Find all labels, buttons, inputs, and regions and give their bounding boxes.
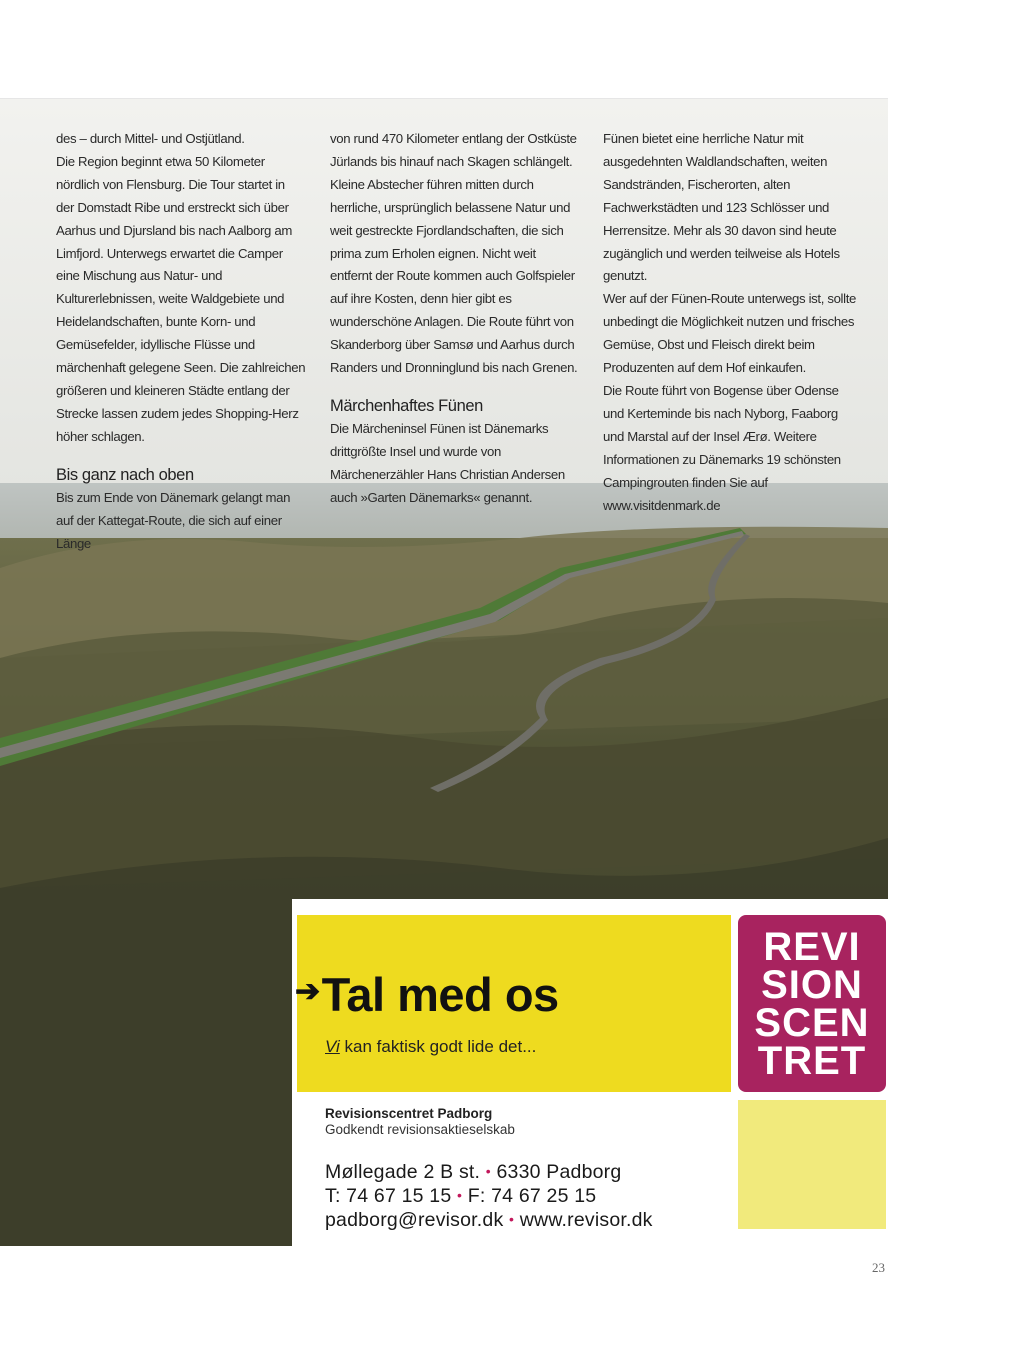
col2-paragraph-2: Die Märcheninsel Fünen ist Dänemarks drittgrößte Insel und wurde von Märchenerzähler Hans Christian Andersen auch »Garten Dänemarks« genannt. [330, 420, 565, 505]
col2-heading: Märchenhaftes Fünen [330, 396, 483, 415]
contact-line [325, 1209, 653, 1232]
col3-paragraph-1: Fünen bietet eine herrliche Natur mit ausgedehnten Waldlandschaften, weiten Sandstränden, Fischerorten, alten Fachwerkstädten und 123 Schlösser und Herrensitze. Mehr als 30 davon sind heute zugänglich und werden teilweise als Hotels genutzt. [603, 131, 840, 284]
address-street: Møllegade 2 B st. [325, 1161, 481, 1183]
col2-paragraph-1: von rund 470 Kilometer entlang der Ostküste Jürlands bis hinauf nach Skagen schlängelt. Kleine Abstecher führen mitten durch herrliche, ursprünglich belassene Natur und weit gestreckte Fjordlandschaften, die sich prima zum Erholen eignen. Nicht weit entfernt der Route kommen auch Golfspieler auf ihre Kosten, denn hier gibt es wunderschöne Anlagen. Die Route führt von Skanderborg über Samsø und Aarhus durch Randers und Dronninglund bis nach Grenen. [330, 131, 578, 376]
ad-tagline-vi: Vi [325, 1037, 340, 1056]
article-column-2 [330, 128, 580, 510]
ad-headline-text: Tal med os [321, 968, 559, 1021]
logo-line-4: TRET [757, 1038, 867, 1083]
phone-number: T: 74 67 15 15 [325, 1185, 452, 1207]
advertisement [292, 899, 888, 1246]
col1-paragraph-1: des – durch Mittel- und Ostjütland. Die Region beginnt etwa 50 Kilometer nördlich von Flensburg. Die Tour startet in der Domstadt Ribe und erstreckt sich über Aarhus und Djursland bis nach Aalborg am Limfjord. Unterwegs erwartet die Camper eine Mischung aus Natur- und Kulturerlebnissen, weite Waldgebiete und Heidelandschaften, bunte Korn- und Gemüsefelder, idyllische Flüsse und märchenhaft gelegene Seen. Die zahlreichen größeren und kleineren Städte entlang der Strecke lassen zudem jedes Shopping-Herz höher schlagen. [56, 131, 306, 444]
company-subtitle: Godkendt revisionsaktieselskab [325, 1122, 515, 1137]
email-link[interactable]: padborg@revisor.dk [325, 1209, 504, 1231]
logo-line-1: REVI [763, 924, 861, 969]
logo-line-2: SION [761, 962, 863, 1007]
ad-headline [295, 967, 559, 1022]
col3-paragraph-2: Wer auf der Fünen-Route unterwegs ist, sollte unbedingt die Möglichkeit nutzen und frisches Gemüse, Obst und Fleisch direkt beim Produzenten auf dem Hof einkaufen. [603, 291, 857, 376]
company-name: Revisionscentret Padborg [325, 1106, 493, 1121]
col3-paragraph-3: Die Route führt von Bogense über Odense und Kerteminde bis nach Nyborg, Faaborg und Marstal auf der Insel Ærø. Weitere Informationen zu Dänemarks 19 schönsten Campingrouten finden Sie auf www.visitdenmark.de [603, 382, 841, 513]
separator-dot: • [509, 1211, 515, 1227]
page-number: 23 [872, 1260, 885, 1275]
arrow-right-icon: ➔ [295, 975, 320, 1008]
website-link[interactable]: www.revisor.dk [519, 1209, 653, 1231]
address-city: 6330 Padborg [496, 1161, 622, 1183]
article-column-3 [603, 128, 861, 517]
logo-line-3: SCEN [754, 1000, 870, 1045]
ad-pale-panel [738, 1100, 886, 1229]
separator-dot: • [485, 1163, 491, 1179]
article-column-1 [56, 128, 306, 555]
col1-paragraph-2: Bis zum Ende von Dänemark gelangt man auf der Kattegat-Route, die sich auf einer Länge [56, 489, 291, 551]
col1-heading: Bis ganz nach oben [56, 465, 194, 484]
ad-tagline [325, 1037, 536, 1057]
separator-dot: • [457, 1187, 463, 1203]
revisionscentret-logo [738, 915, 886, 1092]
address-line [325, 1161, 621, 1184]
top-rule [0, 98, 888, 99]
ad-tagline-rest: kan faktisk godt lide det... [339, 1037, 537, 1056]
fax-number: F: 74 67 25 15 [467, 1185, 597, 1207]
phone-line [325, 1185, 596, 1208]
